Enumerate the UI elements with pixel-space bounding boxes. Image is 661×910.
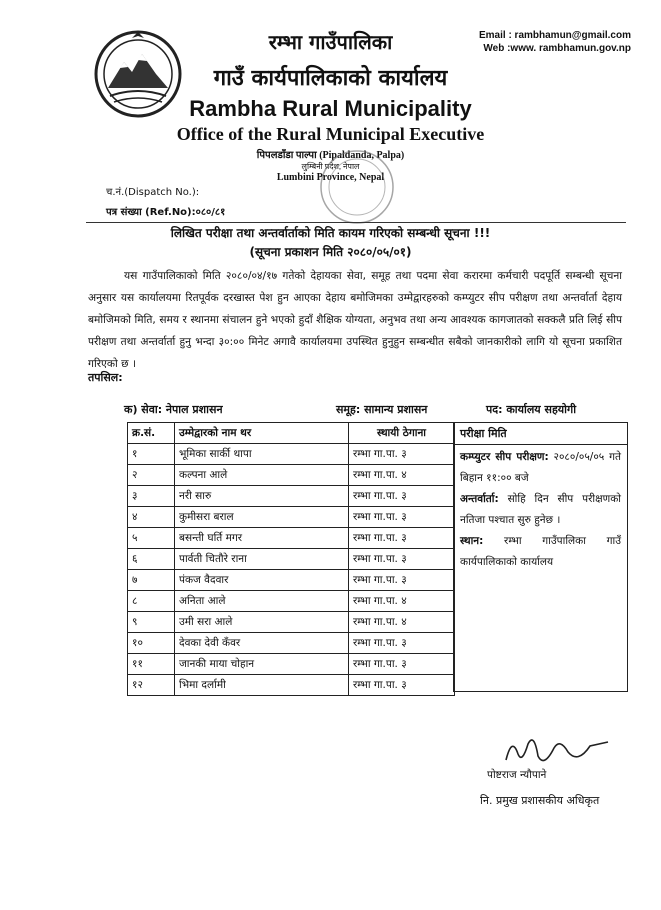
row-name: उमी सरा आले (175, 612, 349, 633)
address-line-3: Lumbini Province, Nepal (276, 172, 385, 183)
row-address: रम्भा गा.पा. ३ (349, 654, 455, 675)
table-row (128, 549, 455, 570)
row-name: जानकी माया चोहान (175, 654, 349, 675)
table-row (128, 486, 455, 507)
details-label: तपसिल: (88, 371, 123, 384)
row-sn: ९ (128, 612, 175, 633)
row-name: देवका देवी कँवर (175, 633, 349, 654)
notice-publish-date: (सूचना प्रकाशन मिति २०८०/०५/०१) (249, 245, 412, 259)
service-label: क) सेवा: नेपाल प्रशासन (124, 403, 223, 416)
table-row (128, 675, 455, 696)
table-row (128, 612, 455, 633)
row-sn: १ (128, 444, 175, 465)
exam-header: परीक्षा मिति (454, 423, 627, 445)
table-row (128, 591, 455, 612)
np-office-name: गाउँ कार्यपालिकाको कार्यालय (213, 66, 448, 91)
row-name: भिमा दर्लामी (175, 675, 349, 696)
reference-number: पत्र संख्या (Ref.No):०८०/८१ (106, 207, 226, 218)
exam-schedule-box (453, 422, 628, 692)
row-sn: ४ (128, 507, 175, 528)
table-row (128, 654, 455, 675)
np-municipality-name: रम्भा गाउँपालिका (268, 30, 393, 54)
row-sn: ६ (128, 549, 175, 570)
table-row (128, 633, 455, 654)
signatory-title: नि. प्रमुख प्रशासकीय अधिकृत (480, 794, 600, 807)
row-name: कल्पना आले (175, 465, 349, 486)
row-sn: १० (128, 633, 175, 654)
handwritten-signature (498, 730, 618, 772)
interview-value: सोहि दिन सीप परीक्षणको नतिजा पश्चात सुरु हुनेछ । (460, 493, 621, 526)
table-row (128, 507, 455, 528)
row-address: रम्भा गा.पा. ४ (349, 591, 455, 612)
venue-value: रम्भा गाउँपालिका गाउँ कार्यपालिकाको कार्यालय (460, 535, 622, 568)
table-header-row (128, 423, 455, 444)
header-divider (86, 222, 626, 223)
en-office-name: Office of the Rural Municipal Executive (176, 124, 485, 144)
dispatch-number: च.नं.(Dispatch No.): (106, 187, 200, 198)
row-name: पंकज वैदवार (175, 570, 349, 591)
address-line-2: लुम्बिनी प्रदेश, नेपाल (301, 162, 360, 171)
row-address: रम्भा गा.पा. ३ (349, 549, 455, 570)
row-sn: २ (128, 465, 175, 486)
row-address: रम्भा गा.पा. ४ (349, 465, 455, 486)
group-label: समूह: सामान्य प्रशासन (336, 403, 428, 416)
interview-label: अन्तर्वार्ता: (460, 493, 499, 505)
computer-test-label: कम्प्युटर सीप परीक्षण: (460, 451, 549, 463)
email-text: Email : rambhamun@gmail.com (478, 30, 631, 41)
table-row (128, 444, 455, 465)
signatory-name: पोष्टराज न्यौपाने (487, 769, 547, 781)
row-name: कुमीसरा बराल (175, 507, 349, 528)
row-sn: ११ (128, 654, 175, 675)
col-address: स्थायी ठेगाना (349, 423, 455, 444)
row-address: रम्भा गा.पा. ३ (349, 507, 455, 528)
notice-body: यस गाउँपालिकाको मिति २०८०/०४/१७ गतेको देहायका सेवा, समूह तथा पदमा सेवा करारमा कर्मचारी पदपूर्ति सम्बन्धी सूचना अनुसार यस कार्यालयमा रितपूर्वक दरखास्त पेश हुन आएका देहाय बमोजिमका उम्मेद्वारहरुको कम्प्युटर सीप परीक्षण तथा अन्तर्वार्ता देहाय बमोजिमको मिति, समय र स्थानमा संचालन हुने भएको हुदाँ शैक्षिक योग्यता, अनुभव तथा अन्य आवश्यक कागजातको सक्कलै प्रति लिई सीप परीक्षण तथा अन्तर्वार्ता हुनु भन्दा ३०:०० मिनेट अगावै कार्यालयमा उपस्थित हुनुहुन सम्बन्धीत सबैको जानकारीको लागि यो सूचना प्रकाशित गरिएको छ । (88, 270, 622, 370)
notice-title: लिखित परीक्षा तथा अन्तर्वार्ताको मिति कायम गरिएको सम्बन्धी सूचना !!! (170, 226, 491, 240)
table-row (128, 528, 455, 549)
row-address: रम्भा गा.पा. ४ (349, 612, 455, 633)
col-name: उम्मेद्वारको नाम थर (175, 423, 349, 444)
row-address: रम्भा गा.पा. ३ (349, 633, 455, 654)
row-address: रम्भा गा.पा. ३ (349, 444, 455, 465)
row-sn: १२ (128, 675, 175, 696)
row-address: रम्भा गा.पा. ३ (349, 486, 455, 507)
computer-test-value: २०८०/०५/०५ गते बिहान ११:०० बजे (460, 451, 621, 484)
table-row (128, 570, 455, 591)
row-sn: ८ (128, 591, 175, 612)
exam-details (454, 445, 627, 575)
row-name: अनिता आले (175, 591, 349, 612)
row-address: रम्भा गा.पा. ३ (349, 570, 455, 591)
candidate-table (127, 422, 455, 696)
web-text: Web :www. rambhamun.gov.np (483, 43, 631, 54)
post-label: पद: कार्यालय सहयोगी (486, 403, 577, 416)
row-sn: ३ (128, 486, 175, 507)
row-sn: ५ (128, 528, 175, 549)
col-sn: क्र.सं. (128, 423, 175, 444)
row-address: रम्भा गा.पा. ३ (349, 528, 455, 549)
venue-label: स्थान: (460, 535, 484, 547)
en-municipality-name: Rambha Rural Municipality (189, 96, 472, 121)
row-name: बसन्ती घर्ति मगर (175, 528, 349, 549)
row-sn: ७ (128, 570, 175, 591)
row-name: नरी सारु (175, 486, 349, 507)
table-row (128, 465, 455, 486)
office-stamp (318, 148, 396, 226)
row-name: भूमिका सार्की थापा (175, 444, 349, 465)
row-name: पार्वती चितौरे राना (175, 549, 349, 570)
address-line-1: पिपलडाँडा पाल्पा (Pipaldanda, Palpa) (256, 150, 405, 161)
row-address: रम्भा गा.पा. ३ (349, 675, 455, 696)
